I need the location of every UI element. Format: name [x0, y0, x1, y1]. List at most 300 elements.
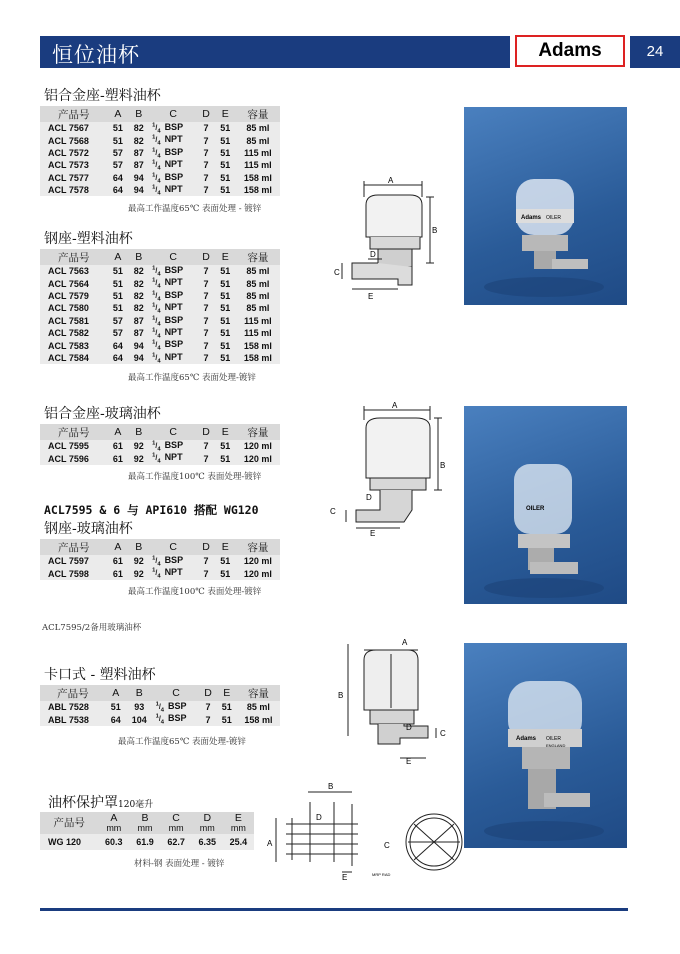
thread-type: BSP [164, 146, 184, 157]
fraction-denominator: 4 [157, 320, 161, 327]
table-cell: WG 120 [40, 834, 98, 850]
thread-size-fraction: $^1/_4$ [152, 184, 161, 197]
dim-label-b: B [338, 691, 344, 700]
table-cell: 87 [128, 315, 149, 327]
table-cell: 51 [215, 184, 236, 196]
table-cell: 82 [128, 265, 149, 277]
table-cell: 61 [107, 555, 128, 567]
table-cell: 93 [126, 701, 153, 713]
column-header [40, 812, 98, 834]
thread-size-fraction: $^1/_4$ [152, 555, 161, 568]
thread-size-fraction: $^1/_4$ [152, 340, 161, 352]
table-cell [149, 134, 197, 146]
table-cell: ACL 7567 [40, 122, 107, 134]
column-header: 产品号 [40, 539, 107, 555]
fraction-numerator: 1 [152, 327, 156, 334]
table-cell [149, 122, 197, 134]
fraction-numerator: 1 [155, 701, 159, 708]
fraction-denominator: 4 [157, 345, 161, 352]
guard-section-title [48, 792, 153, 812]
column-header: E [215, 424, 236, 440]
table-cell: 51 [215, 265, 236, 277]
table-cell: 51 [107, 265, 128, 277]
column-header: D [197, 106, 215, 122]
fraction-denominator: 4 [160, 707, 165, 714]
column-unit: mm [199, 823, 215, 833]
table-cell: 7 [197, 184, 215, 196]
table-cell: 51 [215, 327, 236, 339]
fraction-numerator: 1 [152, 302, 156, 309]
table-cell: 158 ml [236, 184, 280, 196]
dim-label-b: B [328, 782, 334, 791]
table-cell: 57 [107, 315, 128, 327]
spare-part-note: ACL7595/2备用玻璃油杯 [42, 623, 142, 633]
column-label: A [110, 812, 118, 824]
fraction-denominator: 4 [157, 165, 161, 172]
table-cell: ACL 7583 [40, 339, 107, 351]
table-cell: 120 ml [236, 452, 280, 464]
column-header: B [128, 424, 149, 440]
thread-size-fraction: $^1/_4$ [152, 302, 161, 315]
thread-type: BSP [164, 289, 184, 300]
table-cell: 51 [215, 122, 236, 134]
table-cell: ACL 7578 [40, 184, 107, 196]
column-header: E [215, 539, 236, 555]
table-cell: 82 [128, 277, 149, 289]
table-cell [149, 277, 197, 289]
table-cell: ACL 7584 [40, 352, 107, 364]
fraction-denominator: 4 [157, 333, 161, 340]
table-cell: ACL 7582 [40, 327, 107, 339]
table-row [40, 339, 280, 351]
table-row [40, 555, 280, 567]
table-cell: 6.35 [192, 834, 223, 850]
table-cell: 158 ml [236, 352, 280, 364]
column-header: 容量 [237, 685, 280, 701]
fraction-denominator: 4 [157, 153, 161, 160]
product-photo-1 [464, 107, 627, 305]
thread-type: BSP [168, 713, 187, 724]
column-label: B [141, 812, 149, 824]
section-title: 钢座-塑料油杯 [44, 231, 133, 247]
column-header [223, 812, 254, 834]
fraction-denominator: 4 [157, 358, 161, 365]
table-cell: 51 [215, 555, 236, 567]
table-cell: 25.4 [223, 834, 254, 850]
fraction-denominator: 4 [157, 128, 161, 135]
table-cell: 51 [217, 701, 237, 713]
table-row [40, 352, 280, 364]
oiler-photo-icon [464, 406, 627, 604]
table-cell: 82 [128, 134, 149, 146]
photo-brand-label: Adams [516, 736, 537, 742]
fraction-numerator: 1 [152, 340, 156, 347]
table-cell: 87 [128, 159, 149, 171]
table-note: 最高工作温度100℃ 表面处理-镀锌 [128, 472, 262, 482]
column-header: A [107, 249, 128, 265]
dim-label-e: E [406, 757, 412, 766]
table-cell: 7 [197, 147, 215, 159]
dim-label-d: D [406, 723, 412, 732]
table-cell [149, 172, 197, 184]
column-header: A [106, 685, 126, 701]
thread-size-fraction: $^1/_4$ [152, 327, 161, 340]
fraction-numerator: 1 [152, 135, 156, 142]
thread-size-fraction: $^1/_4$ [152, 290, 161, 303]
column-header: 容量 [236, 424, 280, 440]
table-cell [149, 290, 197, 302]
product-photo-2 [464, 406, 627, 604]
table-row [40, 290, 280, 302]
column-header: A [107, 106, 128, 122]
table-cell: ACL 7564 [40, 277, 107, 289]
table-row [40, 440, 280, 452]
fraction-denominator: 4 [160, 719, 165, 726]
thread-size-fraction: $^1/_4$ [152, 172, 161, 184]
photo-oiler-label: OILER [546, 736, 562, 742]
column-header: A [107, 539, 128, 555]
table-cell: ACL 7563 [40, 265, 107, 277]
table-cell: 57 [107, 159, 128, 171]
table-cell: 82 [128, 290, 149, 302]
dim-label-c: C [384, 841, 390, 850]
table-cell: 115 ml [236, 315, 280, 327]
column-header: A [107, 424, 128, 440]
table-row [40, 315, 280, 327]
footer-rule [40, 908, 628, 911]
table-cell: 7 [197, 567, 215, 579]
fraction-numerator: 1 [152, 453, 156, 460]
table-cell: 7 [197, 302, 215, 314]
table-header-row [40, 106, 280, 122]
table-cell: 7 [197, 159, 215, 171]
table-cell: 92 [128, 440, 149, 452]
section-title: 铝合金座-玻璃油杯 [44, 406, 161, 422]
table-cell: 64 [106, 713, 126, 725]
column-header [161, 812, 192, 834]
column-header: 产品号 [40, 106, 107, 122]
spec-table [40, 685, 280, 726]
table-cell [153, 713, 200, 725]
thread-size-fraction: $^1/_4$ [152, 352, 161, 365]
table-cell: 87 [128, 147, 149, 159]
column-header: D [197, 424, 215, 440]
fraction-numerator: 1 [152, 172, 156, 179]
table-cell: 51 [215, 452, 236, 464]
table-cell: 158 ml [236, 339, 280, 351]
table-cell [149, 555, 197, 567]
fraction-numerator: 1 [152, 440, 156, 447]
dimension-diagram-3 [334, 636, 454, 768]
table-row [40, 265, 280, 277]
thread-type: NPT [164, 183, 183, 194]
table-cell: ACL 7595 [40, 440, 107, 452]
table-note: 最高工作温度100℃ 表面处理-镀锌 [128, 587, 262, 597]
photo-england-label: ENGLAND [546, 743, 566, 748]
table-cell: 51 [215, 440, 236, 452]
fraction-denominator: 4 [157, 296, 161, 303]
table-cell: 92 [128, 555, 149, 567]
table-cell: 64 [107, 184, 128, 196]
spec-table [40, 539, 280, 580]
table-row [40, 327, 280, 339]
thread-type: BSP [164, 265, 184, 275]
table-row [40, 134, 280, 146]
oiler-photo-icon [464, 107, 627, 305]
header-bar [40, 36, 510, 68]
table-row [40, 713, 280, 725]
table-header-row [40, 539, 280, 555]
table-cell: 61 [107, 452, 128, 464]
dim-label-c: C [330, 507, 336, 516]
table-header-row [40, 424, 280, 440]
section-title: 铝合金座-塑料油杯 [44, 88, 161, 104]
table-cell: 51 [215, 134, 236, 146]
dim-label-d: D [316, 813, 322, 822]
table-cell: 7 [197, 452, 215, 464]
column-header: E [215, 106, 236, 122]
table-cell: 62.7 [161, 834, 192, 850]
thread-type: BSP [164, 440, 184, 450]
thread-type: BSP [164, 555, 184, 565]
table-cell: 92 [128, 567, 149, 579]
table-cell [149, 147, 197, 159]
table-cell: 51 [215, 290, 236, 302]
oiler-photo-icon [464, 643, 627, 848]
thread-type: NPT [164, 452, 183, 463]
table-cell [149, 567, 197, 579]
table-cell: 115 ml [236, 159, 280, 171]
column-header: 容量 [236, 106, 280, 122]
fraction-denominator: 4 [157, 190, 161, 197]
dim-label-a: A [402, 638, 408, 647]
table-cell: 51 [107, 290, 128, 302]
table-cell: 7 [197, 327, 215, 339]
table-cell: 51 [107, 277, 128, 289]
guard-spec-table [40, 812, 254, 850]
fraction-denominator: 4 [157, 177, 161, 184]
column-header: C [149, 106, 197, 122]
table-cell: 7 [197, 290, 215, 302]
column-header: B [128, 249, 149, 265]
thread-size-fraction: $^1/_4$ [152, 265, 161, 278]
table-cell: 61.9 [129, 834, 160, 850]
table-cell: 7 [199, 713, 216, 725]
fraction-numerator: 1 [152, 568, 156, 575]
photo-brand-label: Adams [521, 215, 542, 221]
thread-size-fraction: $^1/_4$ [152, 568, 161, 580]
fraction-numerator: 1 [152, 184, 156, 191]
table-cell [149, 265, 197, 277]
thread-type: BSP [164, 122, 184, 132]
table-cell: ACL 7580 [40, 302, 107, 314]
spec-table [40, 424, 280, 465]
table-cell [149, 440, 197, 452]
table-cell: 85 ml [236, 302, 280, 314]
column-header: B [126, 685, 153, 701]
table-cell: 51 [106, 701, 126, 713]
table-cell: ACL 7573 [40, 159, 107, 171]
table-cell: ACL 7581 [40, 315, 107, 327]
column-header: B [128, 539, 149, 555]
spec-table [40, 249, 280, 364]
brand-logo [515, 35, 625, 67]
fraction-denominator: 4 [157, 573, 161, 580]
table-cell: ACL 7568 [40, 134, 107, 146]
table-cell: 51 [215, 277, 236, 289]
table-cell [149, 302, 197, 314]
section-title: 卡口式 - 塑料油杯 [44, 667, 156, 683]
column-label: E [234, 812, 242, 824]
table-cell: ABL 7538 [40, 713, 106, 725]
fraction-numerator: 1 [152, 159, 156, 166]
table-cell [149, 327, 197, 339]
thread-size-fraction: $^1/_4$ [152, 315, 161, 327]
table-cell: 7 [197, 265, 215, 277]
column-header: C [149, 424, 197, 440]
table-cell: 51 [215, 315, 236, 327]
table-cell: ABL 7528 [40, 701, 106, 713]
fraction-numerator: 1 [152, 290, 156, 297]
table-cell: 51 [107, 122, 128, 134]
table-cell [149, 159, 197, 171]
photo-oiler-label: OILER [546, 215, 562, 221]
table-cell: 51 [217, 713, 237, 725]
table-cell: 115 ml [236, 147, 280, 159]
table-cell [149, 184, 197, 196]
column-header: 产品号 [40, 249, 107, 265]
guard-note: 材料-钢 表面处理 - 镀锌 [134, 859, 225, 869]
table-header-row [40, 812, 254, 834]
fraction-denominator: 4 [157, 140, 161, 147]
guard-dimension-diagram [262, 780, 482, 880]
column-header [192, 812, 223, 834]
table-cell: 85 ml [236, 134, 280, 146]
column-unit: mm [106, 823, 122, 833]
table-cell [149, 315, 197, 327]
table-cell: 85 ml [236, 290, 280, 302]
table-row [40, 277, 280, 289]
fraction-numerator: 1 [152, 315, 156, 322]
table-header-row [40, 685, 280, 701]
table-cell [149, 452, 197, 464]
column-header [98, 812, 129, 834]
column-header: D [197, 539, 215, 555]
table-cell: 7 [197, 172, 215, 184]
column-unit: mm [168, 823, 184, 833]
table-cell: 82 [128, 122, 149, 134]
api-compatibility-note: ACL7595 & 6 与 API610 搭配 WG120 [44, 503, 259, 517]
column-header: 容量 [236, 539, 280, 555]
column-unit: mm [137, 823, 153, 833]
thread-type: NPT [164, 302, 183, 313]
column-header: D [197, 249, 215, 265]
table-cell: 60.3 [98, 834, 129, 850]
table-cell: 51 [215, 567, 236, 579]
column-header: 产品号 [40, 424, 107, 440]
column-header: 产品号 [40, 685, 106, 701]
table-cell: 7 [197, 440, 215, 452]
table-cell: ACL 7577 [40, 172, 107, 184]
fraction-numerator: 1 [155, 714, 159, 721]
table-note: 最高工作温度65℃ 表面处理 - 镀锌 [128, 204, 262, 214]
table-cell: 64 [107, 172, 128, 184]
fraction-numerator: 1 [152, 555, 156, 562]
table-cell: 7 [197, 352, 215, 364]
column-header: D [199, 685, 216, 701]
dim-label-b: B [440, 461, 446, 470]
table-row [40, 452, 280, 464]
table-cell: ACL 7598 [40, 567, 107, 579]
thread-type: NPT [164, 351, 183, 362]
photo-oiler-label: OILER [526, 506, 545, 512]
table-cell: 94 [128, 352, 149, 364]
table-row [40, 159, 280, 171]
column-header: C [149, 249, 197, 265]
table-cell [149, 339, 197, 351]
table-row [40, 172, 280, 184]
table-cell: 104 [126, 713, 153, 725]
page-number: 24 [630, 36, 680, 68]
table-note: 最高工作温度65℃ 表面处理-镀锌 [128, 373, 256, 383]
table-cell: 82 [128, 302, 149, 314]
column-header: C [149, 539, 197, 555]
fraction-numerator: 1 [152, 147, 156, 154]
table-row [40, 302, 280, 314]
table-cell [149, 352, 197, 364]
table-cell: 61 [107, 567, 128, 579]
thread-type: BSP [164, 314, 184, 325]
table-cell: 7 [197, 134, 215, 146]
fraction-numerator: 1 [152, 122, 156, 129]
table-cell: 7 [197, 339, 215, 351]
table-cell: 158 ml [237, 713, 280, 725]
column-header: C [153, 685, 200, 701]
table-cell: 120 ml [236, 567, 280, 579]
table-cell: 51 [215, 302, 236, 314]
table-cell: 92 [128, 452, 149, 464]
table-cell: ACL 7572 [40, 147, 107, 159]
table-cell: 94 [128, 172, 149, 184]
table-cell: 94 [128, 339, 149, 351]
table-cell: 64 [107, 352, 128, 364]
table-cell: 51 [215, 339, 236, 351]
table-cell: 94 [128, 184, 149, 196]
column-label: C [172, 812, 180, 824]
dim-label-e: E [368, 292, 374, 301]
page-title: 恒位油杯 [52, 43, 140, 67]
dim-label-e: E [370, 529, 376, 538]
fraction-numerator: 1 [152, 352, 156, 359]
dim-label-a: A [392, 401, 398, 410]
spec-table [40, 106, 280, 196]
table-cell: 85 ml [236, 265, 280, 277]
table-cell: 51 [215, 147, 236, 159]
dim-label-d: D [366, 493, 372, 502]
dim-label-a: A [267, 839, 273, 848]
table-cell: 7 [197, 277, 215, 289]
table-header-row [40, 249, 280, 265]
table-cell: 51 [107, 134, 128, 146]
table-row [40, 834, 254, 850]
table-cell: 120 ml [236, 440, 280, 452]
thread-type: NPT [164, 567, 183, 578]
product-photo-3 [464, 643, 627, 848]
fraction-denominator: 4 [157, 308, 161, 315]
table-cell: 120 ml [236, 555, 280, 567]
fraction-denominator: 4 [157, 271, 161, 278]
thread-size-fraction: $^1/_4$ [152, 159, 161, 172]
